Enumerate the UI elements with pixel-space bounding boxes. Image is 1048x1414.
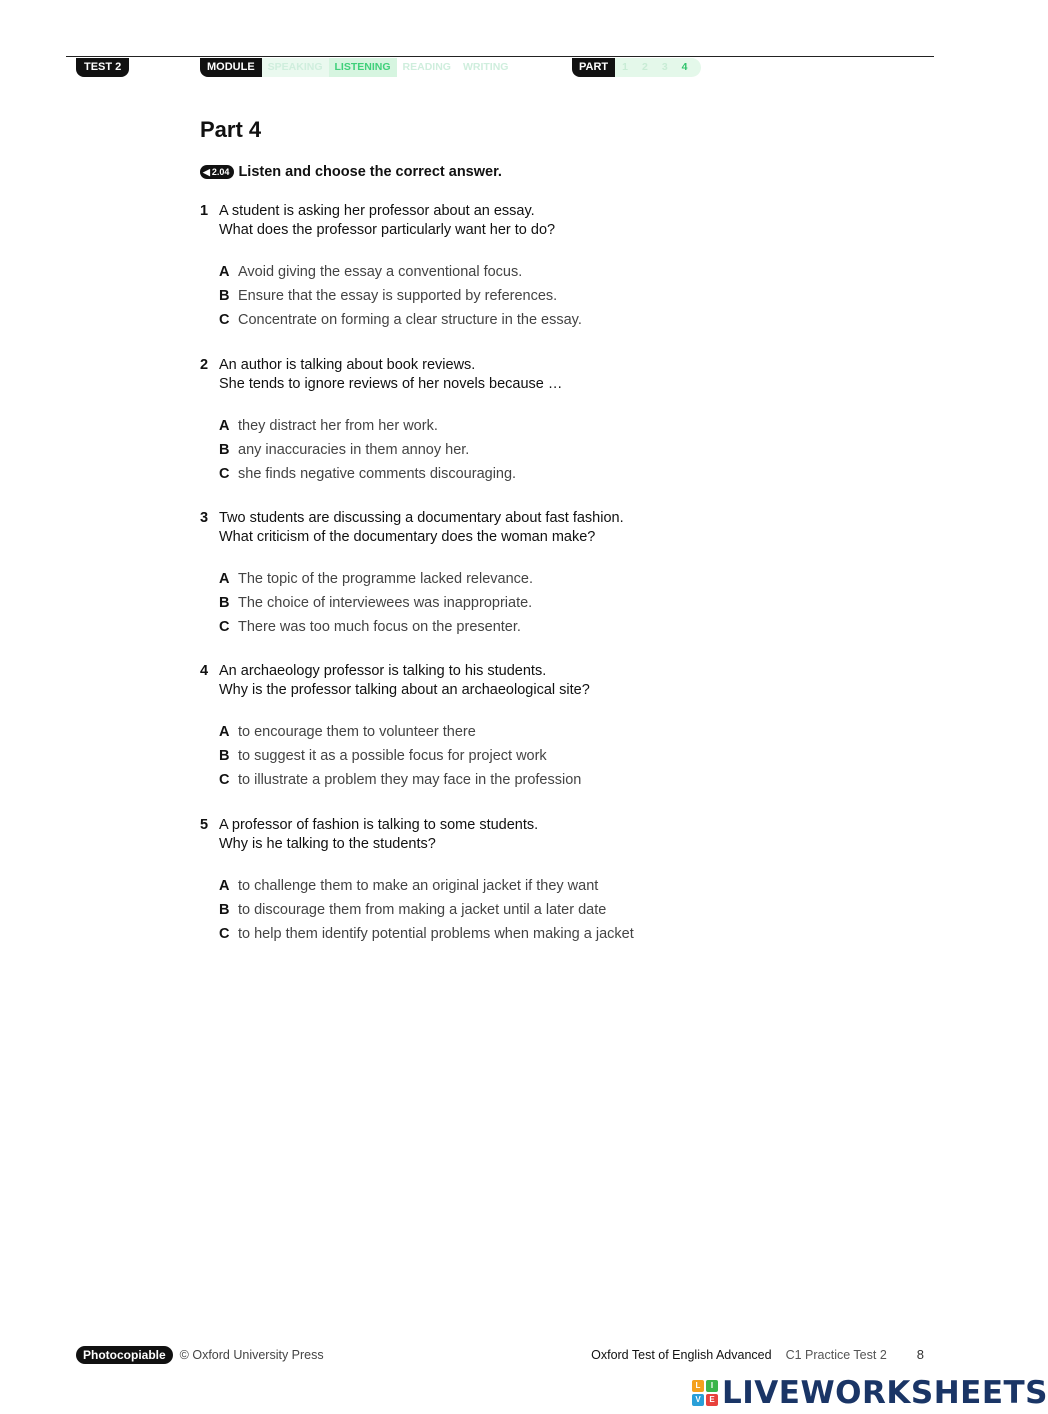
question-4: [200, 662, 800, 792]
option-b[interactable]: [219, 591, 800, 615]
option-letter: C: [219, 466, 230, 482]
option-a[interactable]: [219, 414, 800, 438]
option-text: The choice of interviewees was inappropriate.: [238, 595, 533, 611]
practice-test-label: C1 Practice Test 2: [785, 1347, 887, 1362]
option-a[interactable]: [219, 874, 800, 898]
liveworksheets-icon: [692, 1380, 718, 1406]
option-text: to challenge them to make an original jacket if they want: [238, 878, 599, 894]
instruction-text: Listen and choose the correct answer.: [238, 164, 502, 180]
option-c[interactable]: [219, 462, 800, 486]
option-letter: A: [219, 878, 230, 894]
option-letter: A: [219, 571, 230, 587]
option-text: any inaccuracies in them annoy her.: [238, 442, 470, 458]
option-text: to illustrate a problem they may face in the profession: [238, 772, 582, 788]
option-letter: B: [219, 748, 230, 764]
logo-tile: V: [692, 1394, 704, 1406]
module-nav: [200, 58, 514, 77]
speaker-icon: ◀: [203, 166, 210, 177]
option-text: to suggest it as a possible focus for project work: [238, 748, 547, 764]
question-number: 3: [200, 510, 209, 526]
question-number: 1: [200, 203, 209, 219]
option-b[interactable]: [219, 438, 800, 462]
liveworksheets-logo[interactable]: [692, 1375, 1048, 1411]
photocopiable-badge: Photocopiable: [76, 1346, 173, 1364]
option-letter: A: [219, 264, 230, 280]
option-text: to help them identify potential problems when making a jacket: [238, 926, 634, 942]
liveworksheets-wordmark: LIVEWORKSHEETS: [722, 1375, 1048, 1411]
module-label: MODULE: [200, 58, 262, 77]
logo-tile: E: [706, 1394, 718, 1406]
module-tab-listening: LISTENING: [329, 58, 397, 77]
page-title: Part 4: [200, 117, 262, 142]
question-number: 5: [200, 817, 209, 833]
option-letter: C: [219, 619, 230, 635]
footer-left: [76, 1346, 324, 1364]
option-c[interactable]: [219, 308, 800, 332]
option-letter: B: [219, 288, 230, 304]
option-b[interactable]: [219, 284, 800, 308]
question-line: A student is asking her professor about an essay.: [219, 203, 535, 219]
option-letter: B: [219, 595, 230, 611]
option-text: The topic of the programme lacked relevance.: [238, 571, 533, 587]
part-number-4: 4: [681, 61, 688, 73]
question-2: [200, 356, 800, 486]
question-1: [200, 202, 800, 332]
part-number-3: 3: [661, 61, 668, 73]
option-letter: C: [219, 772, 230, 788]
question-line: What criticism of the documentary does the woman make?: [219, 529, 596, 545]
part-number-1: 1: [622, 61, 628, 73]
option-letter: B: [219, 442, 230, 458]
option-text: Avoid giving the essay a conventional focus.: [238, 264, 523, 280]
option-c[interactable]: [219, 768, 800, 792]
part-nav: [572, 58, 701, 77]
option-text: Ensure that the essay is supported by references.: [238, 288, 558, 304]
part-label: PART: [572, 58, 615, 77]
question-line: Why is he talking to the students?: [219, 836, 436, 852]
option-text: they distract her from her work.: [238, 418, 438, 434]
question-5: [200, 816, 800, 946]
question-line: A professor of fashion is talking to some students.: [219, 817, 539, 833]
option-b[interactable]: [219, 744, 800, 768]
part-number-2: 2: [641, 61, 648, 73]
question-line: Two students are discussing a documentary about fast fashion.: [219, 510, 624, 526]
question-line: An archaeology professor is talking to his students.: [219, 663, 547, 679]
option-letter: A: [219, 724, 230, 740]
footer-right: [591, 1347, 924, 1362]
option-letter: A: [219, 418, 230, 434]
question-line: She tends to ignore reviews of her novels because …: [219, 376, 563, 392]
question-line: Why is the professor talking about an archaeological site?: [219, 682, 590, 698]
question-number: 4: [200, 663, 209, 679]
option-text: to encourage them to volunteer there: [238, 724, 476, 740]
question-line: What does the professor particularly want her to do?: [219, 222, 556, 238]
option-text: Concentrate on forming a clear structure in the essay.: [238, 312, 582, 328]
header-rule: [66, 56, 934, 57]
test-name: Oxford Test of English Advanced: [591, 1347, 772, 1362]
option-a[interactable]: [219, 567, 800, 591]
option-a[interactable]: [219, 260, 800, 284]
audio-track-number: 2.04: [211, 167, 230, 177]
module-tab-reading: READING: [397, 58, 457, 77]
option-letter: B: [219, 902, 230, 918]
question-line: An author is talking about book reviews.: [219, 357, 476, 373]
option-c[interactable]: [219, 615, 800, 639]
instruction: [200, 164, 502, 180]
module-tab-writing: WRITING: [457, 58, 515, 77]
test-label: TEST 2: [76, 58, 129, 77]
option-letter: C: [219, 926, 230, 942]
option-a[interactable]: [219, 720, 800, 744]
option-b[interactable]: [219, 898, 800, 922]
option-text: to discourage them from making a jacket until a later date: [238, 902, 607, 918]
logo-tile: I: [706, 1380, 718, 1392]
option-text: she finds negative comments discouraging.: [238, 466, 517, 482]
module-tab-speaking: SPEAKING: [267, 61, 323, 73]
audio-track-badge[interactable]: [200, 165, 234, 179]
option-letter: C: [219, 312, 230, 328]
question-number: 2: [200, 357, 209, 373]
copyright-text: © Oxford University Press: [179, 1348, 324, 1362]
question-3: [200, 509, 800, 639]
option-text: There was too much focus on the presenter.: [238, 619, 521, 635]
page-number: 8: [916, 1347, 924, 1362]
option-c[interactable]: [219, 922, 800, 946]
logo-tile: L: [692, 1380, 704, 1392]
